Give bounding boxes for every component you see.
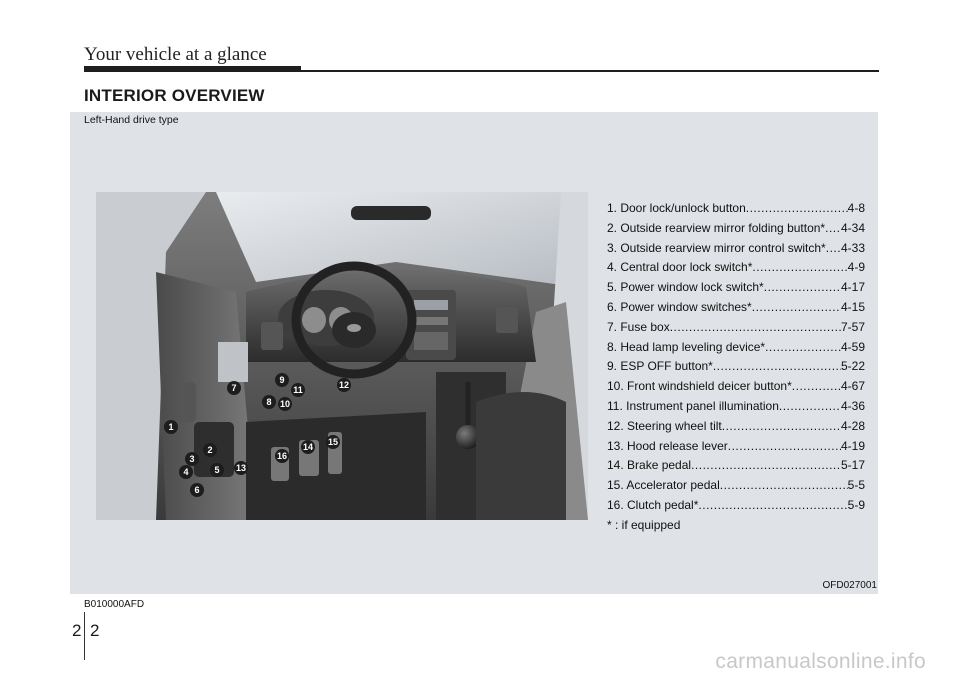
callout-11 <box>291 383 305 397</box>
legend-page-ref: 5-5 <box>847 478 865 493</box>
legend-page-ref: 4-59 <box>840 339 865 354</box>
legend-page-ref: 4-19 <box>840 438 865 453</box>
callout-label: 7 <box>231 383 237 393</box>
callout-13 <box>234 461 248 475</box>
legend-label: 3. Outside rearview mirror control switch* <box>607 240 826 255</box>
legend-item <box>607 397 865 417</box>
legend-label: 5. Power window lock switch* <box>607 280 764 295</box>
section-title: INTERIOR OVERVIEW <box>84 86 265 105</box>
legend-item <box>607 437 865 457</box>
equipment-footnote: * : if equipped <box>607 517 681 532</box>
callout-label: 5 <box>214 465 220 475</box>
callout-12 <box>337 378 351 392</box>
page-number-divider <box>84 612 85 660</box>
legend-label: 4. Central door lock switch* <box>607 260 753 275</box>
legend-label: 15. Accelerator pedal <box>607 478 720 493</box>
callout-label: 9 <box>279 375 285 385</box>
leader-dots <box>752 298 841 318</box>
legend-page-ref: 4-28 <box>840 418 865 433</box>
callout-label: 3 <box>189 454 195 464</box>
legend-item <box>607 239 865 259</box>
watermark: carmanualsonline.info <box>715 650 926 673</box>
leader-dots <box>720 476 848 496</box>
leader-dots <box>764 278 841 298</box>
header-rule-thick <box>84 66 301 72</box>
legend-label: 9. ESP OFF button* <box>607 359 713 374</box>
legend-label: 16. Clutch pedal* <box>607 497 699 512</box>
figure-code: OFD027001 <box>822 580 877 591</box>
legend-item <box>607 496 865 516</box>
right-air-vent <box>496 307 518 333</box>
header-rule-thin <box>301 70 879 72</box>
legend-page-ref: 4-33 <box>840 240 865 255</box>
leader-dots <box>825 219 841 239</box>
legend-page-ref: 4-34 <box>840 220 865 235</box>
leader-dots <box>722 417 841 437</box>
legend-label: 14. Brake pedal <box>607 458 692 473</box>
running-header: Your vehicle at a glance <box>84 44 267 65</box>
callout-10 <box>278 397 292 411</box>
chapter-number: 2 <box>72 621 82 640</box>
callout-4 <box>179 465 193 479</box>
legend-item <box>607 456 865 476</box>
callout-8 <box>262 395 276 409</box>
legend-page-ref: 4-8 <box>847 201 865 215</box>
leader-dots <box>746 199 848 219</box>
legend-label: 11. Instrument panel illumination <box>607 398 779 413</box>
legend-label: 2. Outside rearview mirror folding button* <box>607 220 826 235</box>
legend-item <box>607 417 865 437</box>
reference-code: B010000AFD <box>84 599 145 610</box>
component-legend <box>607 199 865 536</box>
legend-item <box>607 377 865 397</box>
interior-illustration <box>96 192 588 520</box>
passenger-seat <box>476 392 566 520</box>
callout-label: 13 <box>235 463 247 473</box>
legend-page-ref: 7-57 <box>840 319 865 334</box>
legend-page-ref: 4-67 <box>840 379 865 394</box>
callout-16 <box>275 449 289 463</box>
legend-label: 10. Front windshield deicer button* <box>607 379 792 394</box>
speedometer-dial <box>302 307 326 333</box>
legend-page-ref: 4-17 <box>840 280 865 295</box>
brand-emblem <box>347 324 361 332</box>
legend-page-ref: 4-9 <box>847 260 865 275</box>
callout-label: 11 <box>293 385 303 395</box>
legend-item <box>607 357 865 377</box>
drive-type-label: Left-Hand drive type <box>84 114 179 126</box>
legend-item <box>607 199 865 219</box>
page-number: 2 <box>90 621 100 640</box>
legend-page-ref: 5-22 <box>840 359 865 374</box>
callout-5 <box>210 463 224 477</box>
callout-7 <box>227 381 241 395</box>
callout-label: 8 <box>266 397 272 407</box>
callout-15 <box>326 435 340 449</box>
callout-label: 10 <box>279 399 291 409</box>
interior-photo <box>96 192 588 520</box>
left-air-vent <box>261 322 283 350</box>
legend-page-ref: 4-36 <box>840 398 865 413</box>
callout-label: 12 <box>338 380 350 390</box>
legend-item <box>607 219 865 239</box>
legend-label: 12. Steering wheel tilt <box>607 418 722 433</box>
leader-dots <box>792 377 841 397</box>
legend-label: 1. Door lock/unlock button <box>607 201 746 215</box>
legend-label: 13. Hood release lever <box>607 438 728 453</box>
leader-dots <box>826 239 841 259</box>
leader-dots <box>698 496 847 516</box>
legend-label: 7. Fuse box <box>607 319 670 334</box>
leader-dots <box>728 437 841 457</box>
climate-controls <box>414 332 448 350</box>
callout-label: 15 <box>327 437 339 447</box>
leader-dots <box>670 318 841 338</box>
leader-dots <box>752 258 847 278</box>
leader-dots <box>691 456 841 476</box>
audio-controls <box>414 317 448 325</box>
fuse-box-label <box>218 342 248 382</box>
callout-label: 2 <box>207 445 213 455</box>
legend-item <box>607 298 865 318</box>
legend-page-ref: 4-15 <box>840 299 865 314</box>
callout-label: 6 <box>194 485 200 495</box>
callout-2 <box>203 443 217 457</box>
legend-item <box>607 278 865 298</box>
legend-page-ref: 5-17 <box>840 458 865 473</box>
callout-label: 1 <box>168 422 174 432</box>
callout-3 <box>185 452 199 466</box>
legend-item <box>607 258 865 278</box>
rearview-mirror <box>351 206 431 220</box>
legend-label: 6. Power window switches* <box>607 299 752 314</box>
callout-6 <box>190 483 204 497</box>
leader-dots <box>713 357 841 377</box>
door-handle <box>178 382 196 422</box>
legend-item <box>607 476 865 496</box>
callout-1 <box>164 420 178 434</box>
callout-14 <box>301 440 315 454</box>
callout-label: 4 <box>183 467 189 477</box>
legend-item <box>607 338 865 358</box>
leader-dots <box>765 338 841 358</box>
audio-display <box>414 300 448 310</box>
callout-label: 14 <box>302 442 314 452</box>
callout-label: 16 <box>276 451 288 461</box>
legend-item <box>607 318 865 338</box>
legend-page-ref: 5-9 <box>847 497 865 512</box>
callout-9 <box>275 373 289 387</box>
leader-dots <box>779 397 841 417</box>
legend-label: 8. Head lamp leveling device* <box>607 339 766 354</box>
